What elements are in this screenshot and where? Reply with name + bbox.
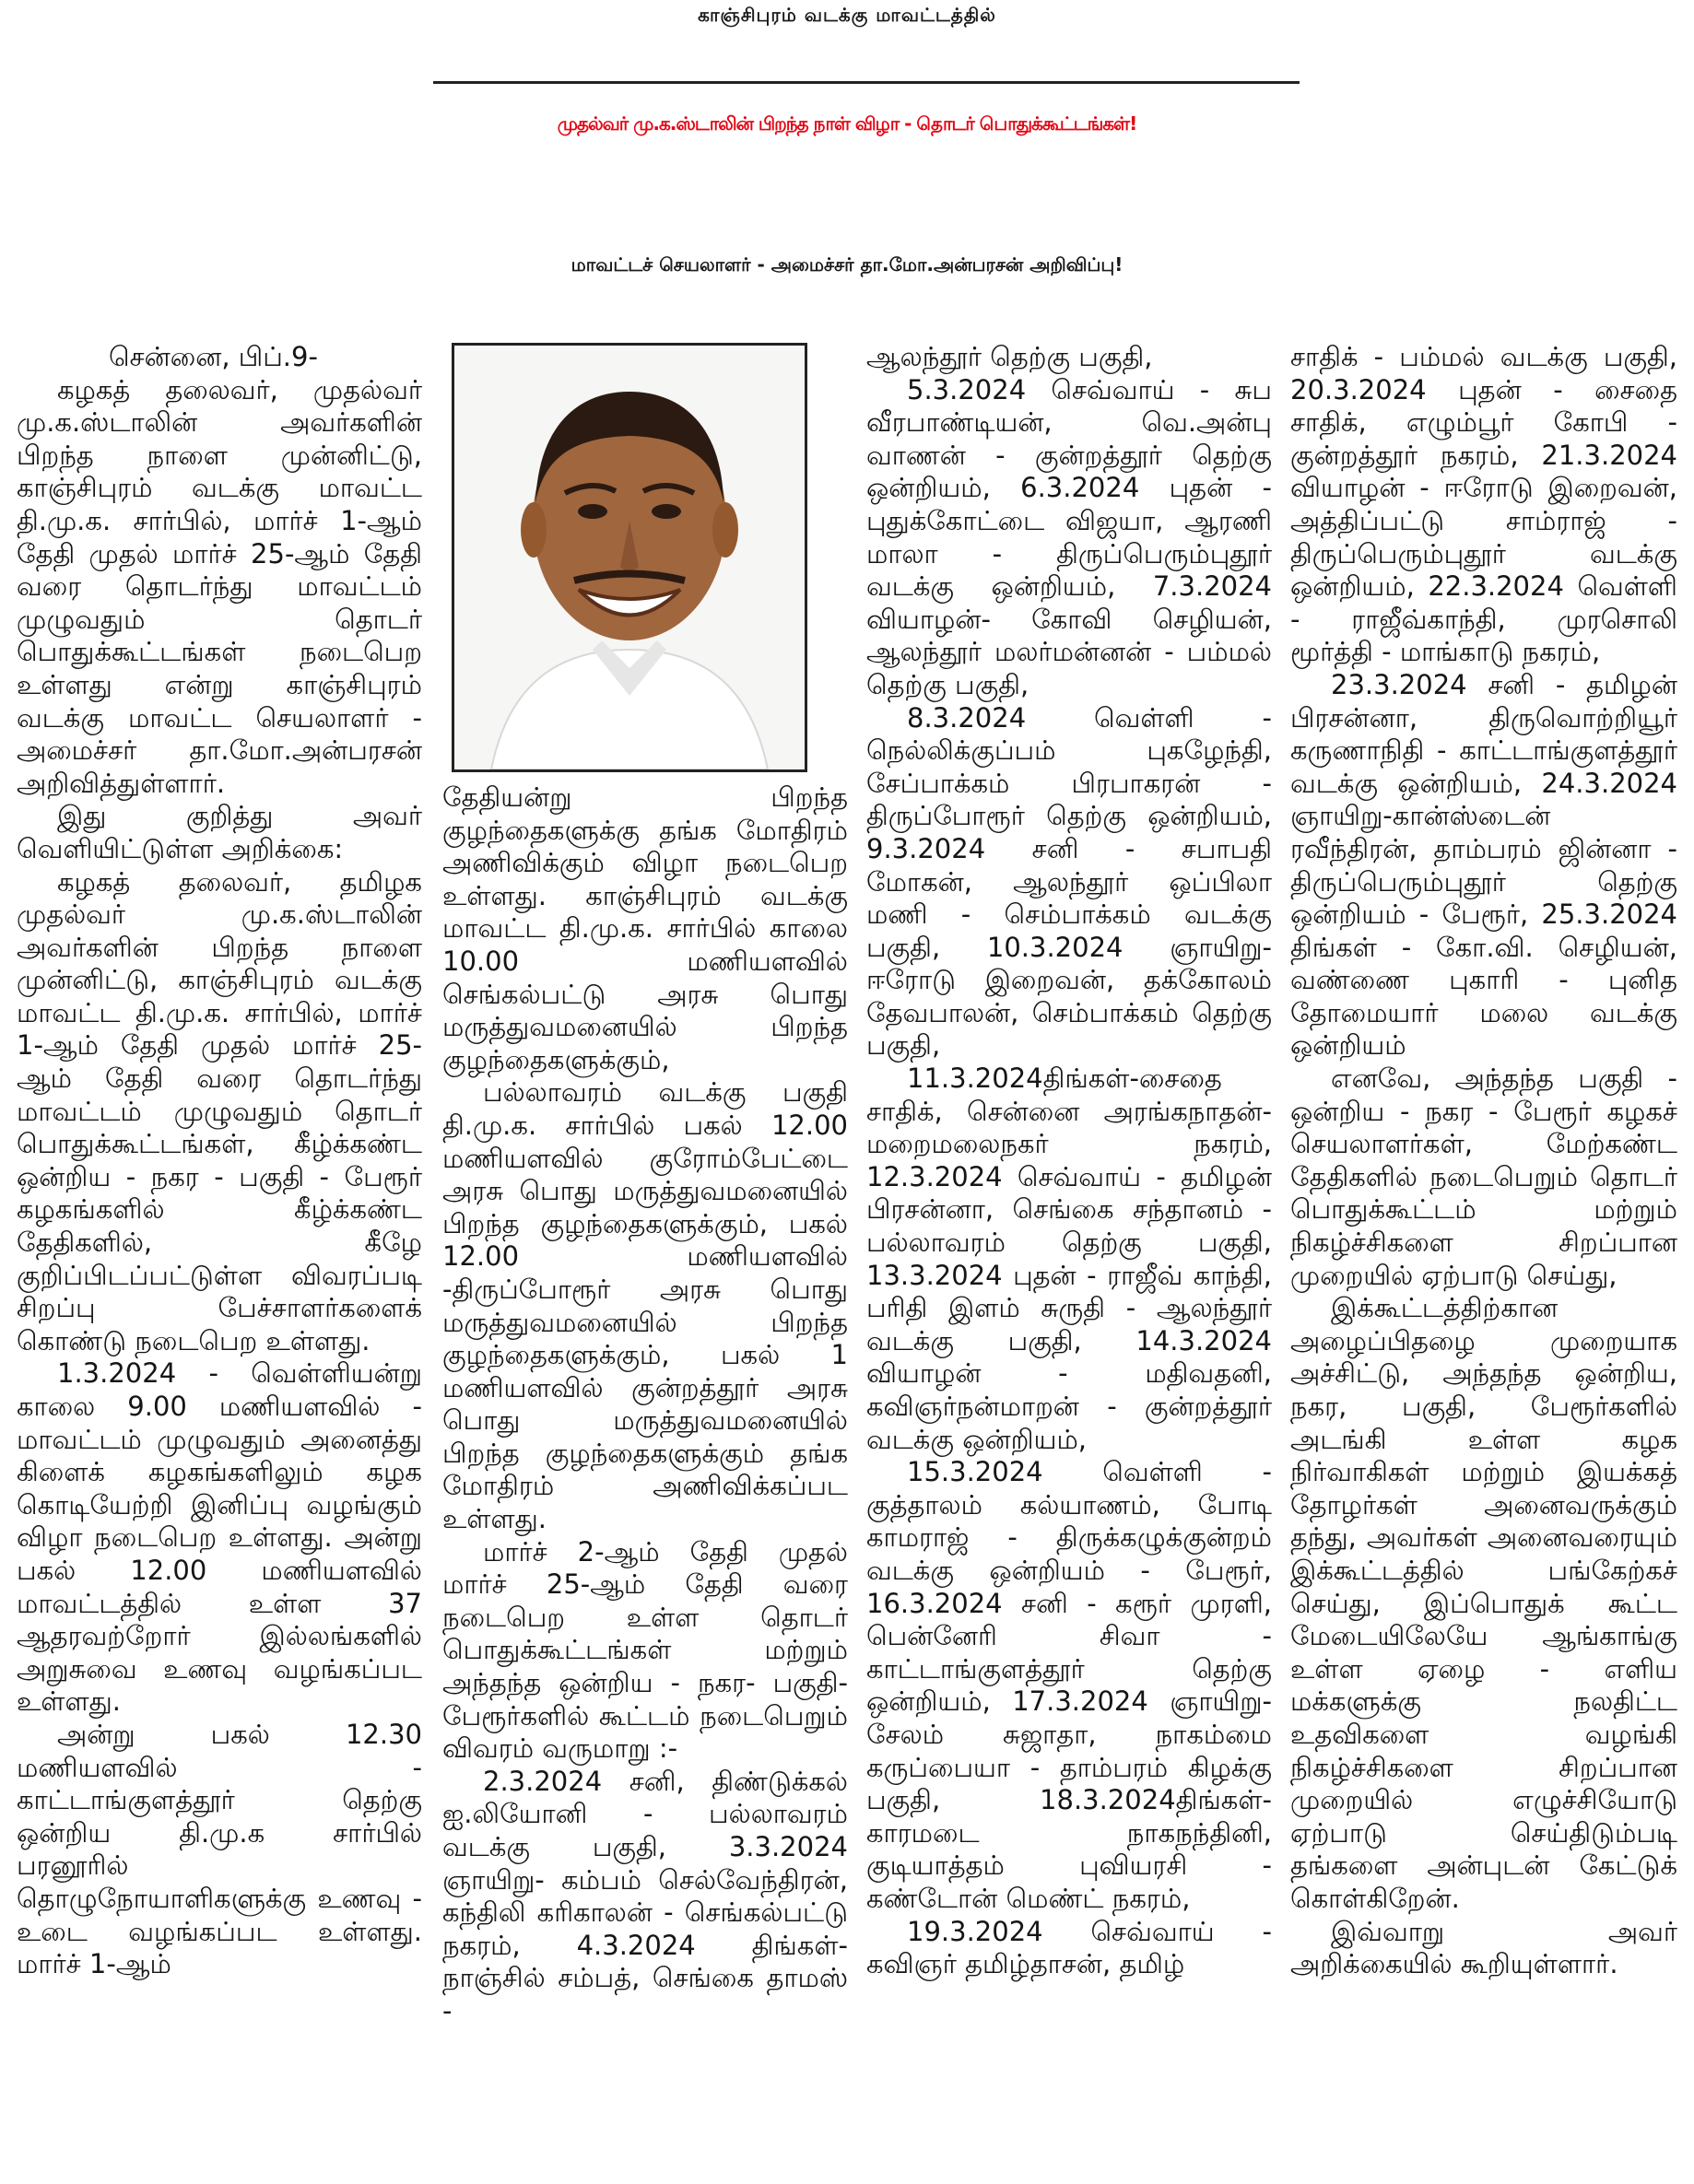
paragraph: 23.3.2024 சனி - தமிழன் பிரசன்னா, திருவொற்றியூர் கருணாநிதி - காட்டாங்குளத்தூர் வடக்கு ஒன்றியம், 24.3.2024 ஞாயிறு-கான்ஸ்டைன் ரவீந்திரன், தாம்பரம் ஜின்னா - திருப்பெரும்புதூர் தெற்கு ஒன்றியம் - பேரூர், 25.3.2024 திங்கள் - கோ.வி. செழியன், வண்ணை புகாரி - புனித தோமையார் மலை வடக்கு ஒன்றியம் [1290, 668, 1677, 1062]
kicker-underline [433, 81, 1300, 84]
article-column-4 [1290, 341, 1677, 2175]
paragraph: 11.3.2024திங்கள்-சைதை சாதிக், சென்னை அரங்கநாதன்- மறைமலைநகர் நகரம், 12.3.2024 செவ்வாய் - தமிழன் பிரசன்னா, செங்கை சந்தானம் - பல்லாவரம் தெற்கு பகுதி, 13.3.2024 புதன் - ராஜீவ் காந்தி, பரிதி இளம் சுருதி - ஆலந்தூர் வடக்கு பகுதி, 14.3.2024 வியாழன் - மதிவதனி, கவிஞர்நன்மாறன் - குன்றத்தூர் வடக்கு ஒன்றியம், [866, 1063, 1272, 1455]
dateline: சென்னை, பிப்.9- [109, 341, 318, 372]
paragraph: எனவே, அந்தந்த பகுதி - ஒன்றிய - நகர - பேரூர் கழகச் செயலாளர்கள், மேற்கண்ட தேதிகளில் நடைபெறும் தொடர் பொதுக்கூட்டம் மற்றும் நிகழ்ச்சிகளை சிறப்பான முறையில் ஏற்பாடு செய்து, [1290, 1063, 1677, 1291]
paragraph: தேதியன்று பிறந்த குழந்தைகளுக்கு தங்க மோதிரம் அணிவிக்கும் விழா நடைபெற உள்ளது. காஞ்சிபுரம் வடக்கு மாவட்ட தி.மு.க. சார்பில் காலை 10.00 மணியளவில் செங்கல்பட்டு அரசு பொது மருத்துவமனையில் பிறந்த குழந்தைகளுக்கும், [442, 781, 848, 1075]
subheadline: மாவட்டச் செயலாளர் - அமைச்சர் தா.மோ.அன்பரசன் அறிவிப்பு! [571, 253, 1123, 276]
paragraph: 19.3.2024 செவ்வாய் - கவிஞர் தமிழ்தாசன், தமிழ் [866, 1915, 1272, 1980]
paragraph: பல்லாவரம் வடக்கு பகுதி தி.மு.க. சார்பில் பகல் 12.00 மணியளவில் குரோம்பேட்டை அரசு பொது மருத்துவமனையில் பிறந்த குழந்தைகளுக்கும், பகல் 12.00 மணியளவில் -திருப்போரூர் அரசு பொது மருத்துவமனையில் பிறந்த குழந்தைகளுக்கும், பகல் 1 மணியளவில் குன்றத்தூர் அரசு பொது மருத்துவமனையில் பிறந்த குழந்தைகளுக்கும் தங்க மோதிரம் அணிவிக்கப்பட உள்ளது. [442, 1076, 848, 1535]
paragraph: இது குறித்து அவர் வெளியிட்டுள்ள அறிக்கை: [17, 800, 422, 864]
headline: முதல்வர் மு.க.ஸ்டாலின் பிறந்த நாள் விழா - தொடர் பொதுக்கூட்டங்கள்! [557, 112, 1137, 135]
paragraph: மார்ச் 2-ஆம் தேதி முதல் மார்ச் 25-ஆம் தேதி வரை நடைபெற உள்ள தொடர் பொதுக்கூட்டங்கள் மற்றும் அந்தந்த ஒன்றிய - நகர- பகுதி-பேரூர்களில் கூட்டம் நடைபெறும் விவரம் வருமாறு :- [442, 1535, 848, 1765]
paragraph: 1.3.2024 - வெள்ளியன்று காலை 9.00 மணியளவில் - மாவட்டம் முழுவதும் அனைத்து கிளைக் கழகங்களிலும் கழக கொடியேற்றி இனிப்பு வழங்கும் விழா நடைபெற உள்ளது. அன்று பகல் 12.00 மணியளவில் மாவட்டத்தில் உள்ள 37 ஆதரவற்றோர் இல்லங்களில் அறுசுவை உணவு வழங்கப்பட உள்ளது. [17, 1357, 422, 1718]
paragraph: இக்கூட்டத்திற்கான அழைப்பிதழை முறையாக அச்சிட்டு, அந்தந்த ஒன்றிய, நகர, பகுதி, பேரூர்களில் அடங்கி உள்ள கழக நிர்வாகிகள் மற்றும் இயக்கத் தோழர்கள் அனைவருக்கும் தந்து, அவர்கள் அனைவரையும் இக்கூட்டத்தில் பங்கேற்கச் செய்து, இப்பொதுக் கூட்ட மேடையிலேயே ஆங்காங்கு உள்ள ஏழை - எளிய மக்களுக்கு நலதிட்ட உதவிகளை வழங்கி நிகழ்ச்சிகளை சிறப்பான முறையில் எழுச்சியோடு ஏற்பாடு செய்திடும்படி தங்களை அன்புடன் கேட்டுக் கொள்கிறேன். [1290, 1292, 1677, 1914]
paragraph: சாதிக் - பம்மல் வடக்கு பகுதி, 20.3.2024 புதன் - சைதை சாதிக், எழும்பூர் கோபி - குன்றத்தூர் நகரம், 21.3.2024 வியாழன் - ஈரோடு இறைவன், அத்திப்பட்டு சாம்ராஜ் - திருப்பெரும்புதூர் வடக்கு ஒன்றியம், 22.3.2024 வெள்ளி - ராஜீவ்காந்தி, முரசொலி மூர்த்தி - மாங்காடு நகரம், [1290, 341, 1677, 668]
article-column-3 [866, 341, 1272, 2175]
paragraph: இவ்வாறு அவர் அறிக்கையில் கூறியுள்ளார். [1290, 1915, 1677, 1980]
paragraph: 2.3.2024 சனி, திண்டுக்கல் ஐ.லியோனி - பல்லாவரம் வடக்கு பகுதி, 3.3.2024 ஞாயிறு- கம்பம் செல்வேந்திரன், கந்திலி கரிகாலன் - செங்கல்பட்டு நகரம், 4.3.2024 திங்கள்- நாஞ்சில் சம்பத், செங்கை தாமஸ் - [442, 1765, 848, 2026]
minister-portrait-photo [452, 343, 807, 772]
paragraph: கழகத் தலைவர், தமிழக முதல்வர் மு.க.ஸ்டாலின் அவர்களின் பிறந்த நாளை முன்னிட்டு, காஞ்சிபுரம் வடக்கு மாவட்ட தி.மு.க. சார்பில், மார்ச் 1-ஆம் தேதி முதல் மார்ச் 25-ஆம் தேதி வரை தொடர்ந்து மாவட்டம் முழுவதும் தொடர் பொதுக்கூட்டங்கள், கீழ்க்கண்ட ஒன்றிய - நகர - பகுதி - பேரூர் கழகங்களில் கீழ்க்கண்ட தேதிகளில், கீழே குறிப்பிடப்பட்டுள்ள விவரப்படி சிறப்பு பேச்சாளர்களைக் கொண்டு நடைபெற உள்ளது. [17, 865, 422, 1356]
paragraph: அன்று பகல் 12.30 மணியளவில் - காட்டாங்குளத்தூர் தெற்கு ஒன்றிய தி.மு.க சார்பில் பரனூரில் தொழுநோயாளிகளுக்கு உணவு - உடை வழங்கப்பட உள்ளது. மார்ச் 1-ஆம் [17, 1718, 422, 1980]
paragraph: 5.3.2024 செவ்வாய் - சுப வீரபாண்டியன், வெ.அன்பு வாணன் - குன்றத்தூர் தெற்கு ஒன்றியம், 6.3.2024 புதன் - புதுக்கோட்டை விஜயா, ஆரணி மாலா - திருப்பெரும்புதூர் வடக்கு ஒன்றியம், 7.3.2024 வியாழன்- கோவி செழியன், ஆலந்தூர் மலர்மன்னன் - பம்மல் தெற்கு பகுதி, [866, 373, 1272, 700]
article-column-1 [17, 341, 422, 2175]
kicker-heading: காஞ்சிபுரம் வடக்கு மாவட்டத்தில் [698, 4, 996, 26]
paragraph: 8.3.2024 வெள்ளி - நெல்லிக்குப்பம் புகழேந்தி, சேப்பாக்கம் பிரபாகரன் - திருப்போரூர் தெற்கு ஒன்றியம், 9.3.2024 சனி - சபாபதி மோகன், ஆலந்தூர் ஒப்பிலா மணி - செம்பாக்கம் வடக்கு பகுதி, 10.3.2024 ஞாயிறு- ஈரோடு இறைவன், தக்கோலம் தேவபாலன், செம்பாக்கம் தெற்கு பகுதி, [866, 701, 1272, 1062]
paragraph: ஆலந்தூர் தெற்கு பகுதி, [866, 341, 1153, 372]
paragraph: 15.3.2024 வெள்ளி - குத்தாலம் கல்யாணம், போடி காமராஜ் - திருக்கழுக்குன்றம் வடக்கு ஒன்றியம் - பேரூர், 16.3.2024 சனி - கரூர் முரளி, பென்னேரி சிவா - காட்டாங்குளத்தூர் தெற்கு ஒன்றியம், 17.3.2024 ஞாயிறு-சேலம் சுஜாதா, நாகம்மை கருப்பையா - தாம்பரம் கிழக்கு பகுதி, 18.3.2024திங்கள்-காரமடை நாகநந்தினி, குடியாத்தம் புவியரசி - கண்டோன் மெண்ட் நகரம், [866, 1456, 1272, 1914]
paragraph: கழகத் தலைவர், முதல்வர் மு.க.ஸ்டாலின் அவர்களின் பிறந்த நாளை முன்னிட்டு, காஞ்சிபுரம் வடக்கு மாவட்ட தி.மு.க. சார்பில், மார்ச் 1-ஆம் தேதி முதல் மார்ச் 25-ஆம் தேதி வரை தொடர்ந்து மாவட்டம் முழுவதும் தொடர் பொதுக்கூட்டங்கள் நடைபெற உள்ளது என்று காஞ்சிபுரம் வடக்கு மாவட்ட செயலாளர் - அமைச்சர் தா.மோ.அன்பரசன் அறிவித்துள்ளார். [17, 373, 422, 799]
article-column-2 [442, 781, 848, 2175]
